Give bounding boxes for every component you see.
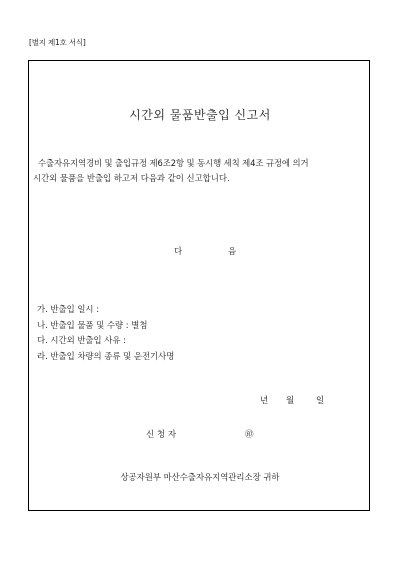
intro-paragraph — [33, 156, 309, 186]
form-number-label: [별지 제1호 서식] — [29, 38, 86, 47]
date-day-label: 일 — [316, 396, 325, 406]
recipient-line: 상공자원부 마산수출자유지역관리소장 귀하 — [120, 472, 280, 482]
list-item: 나. 반출입 물품 및 수량 : 별첨 — [37, 319, 148, 330]
date-year-label: 년 — [260, 396, 269, 406]
list-item: 다. 시간외 반출입 사유 : — [37, 335, 126, 345]
list-item: 가. 반출입 일시 : — [37, 304, 100, 314]
item-list — [37, 302, 174, 364]
intro-line-1: 수출자유지역경비 및 출입규정 제6조2항 및 동시행 세칙 제4조 규정에 의거 — [38, 158, 309, 168]
form-frame — [28, 60, 370, 511]
document-title: 시간외 물품반출입 신고서 — [129, 108, 271, 122]
applicant-label: 신 청 자 — [146, 430, 177, 440]
intro-line-2: 시간외 물품을 반출입 하고저 다음과 같이 신고합니다. — [33, 173, 230, 183]
seal-mark: ㊞ — [245, 430, 254, 440]
heading-char-right: 음 — [228, 247, 237, 257]
date-month-label: 월 — [286, 396, 295, 406]
list-item: 라. 반출입 차량의 종류 및 운전기사명 — [37, 350, 175, 361]
heading-char-left: 다 — [174, 247, 183, 257]
